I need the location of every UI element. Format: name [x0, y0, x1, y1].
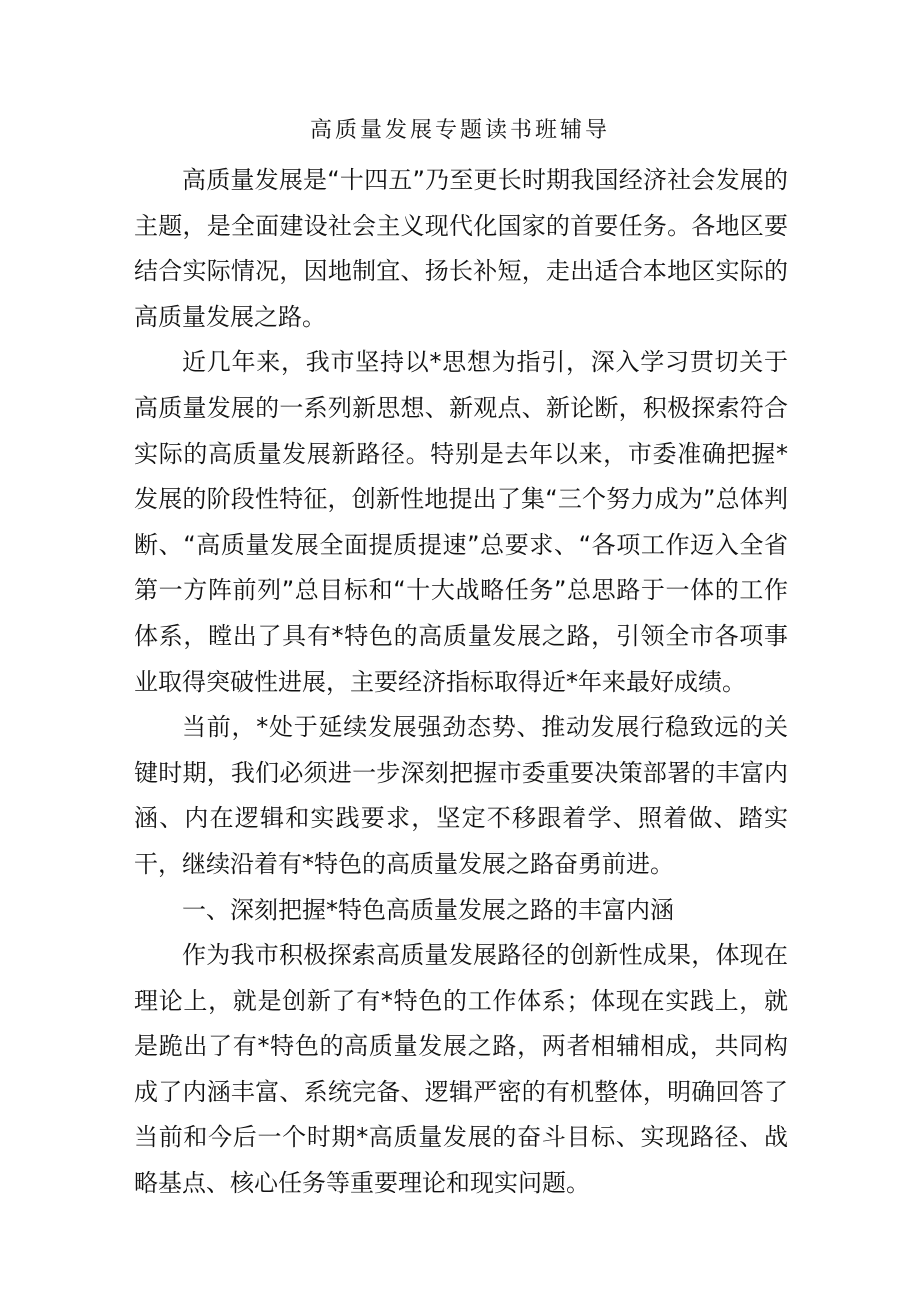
- section-heading-1: 一、深刻把握*特色高质量发展之路的丰富内涵: [182, 895, 674, 924]
- paragraph-intro: 高质量发展是“十四五”乃至更长时期我国经济社会发展的主题，是全面建设社会主义现代化国家的首要任务。各地区要结合实际情况，因地制宜、扬长补短，走出适合本地区实际的高质量发展之路。: [134, 166, 788, 331]
- document-body: [134, 158, 788, 1207]
- paragraph-section-1: 作为我市积极探索高质量发展路径的创新性成果，体现在理论上，就是创新了有*特色的工作体系；体现在实践上，就是跪出了有*特色的高质量发展之路，两者相辅相成，共同构成了内涵丰富、系统完备、逻辑严密的有机整体，明确回答了当前和今后一个时期*高质量发展的奋斗目标、实现路径、战略基点、核心任务等重要理论和现实问题。: [134, 941, 788, 1198]
- document-title: 高质量发展专题读书班辅导: [309, 118, 610, 143]
- paragraph-current: 当前，*处于延续发展强劲态势、推动发展行稳致远的关键时期，我们必须进一步深刻把握市委重要决策部署的丰富内涵、内在逻辑和实践要求，坚定不移跟着学、照着做、踏实干，继续沿着有*特色的高质量发展之路奋勇前进。: [134, 713, 788, 878]
- paragraph-recent-years: 近几年来，我市坚持以*思想为指引，深入学习贯切关于高质量发展的一系列新思想、新观点、新论断，积极探索符合实际的高质量发展新路径。特别是去年以来，市委准确把握*发展的阶段性特征，创新性地提出了集“三个努力成为”总体判断、“高质量发展全面提质提速”总要求、“各项工作迈入全省第一方阵前列”总目标和“十大战略任务”总思路于一体的工作体系，瞠出了具有*特色的高质量发展之路，引领全市各项事业取得突破性进展，主要经济指标取得近*年来最好成绩。: [134, 348, 788, 696]
